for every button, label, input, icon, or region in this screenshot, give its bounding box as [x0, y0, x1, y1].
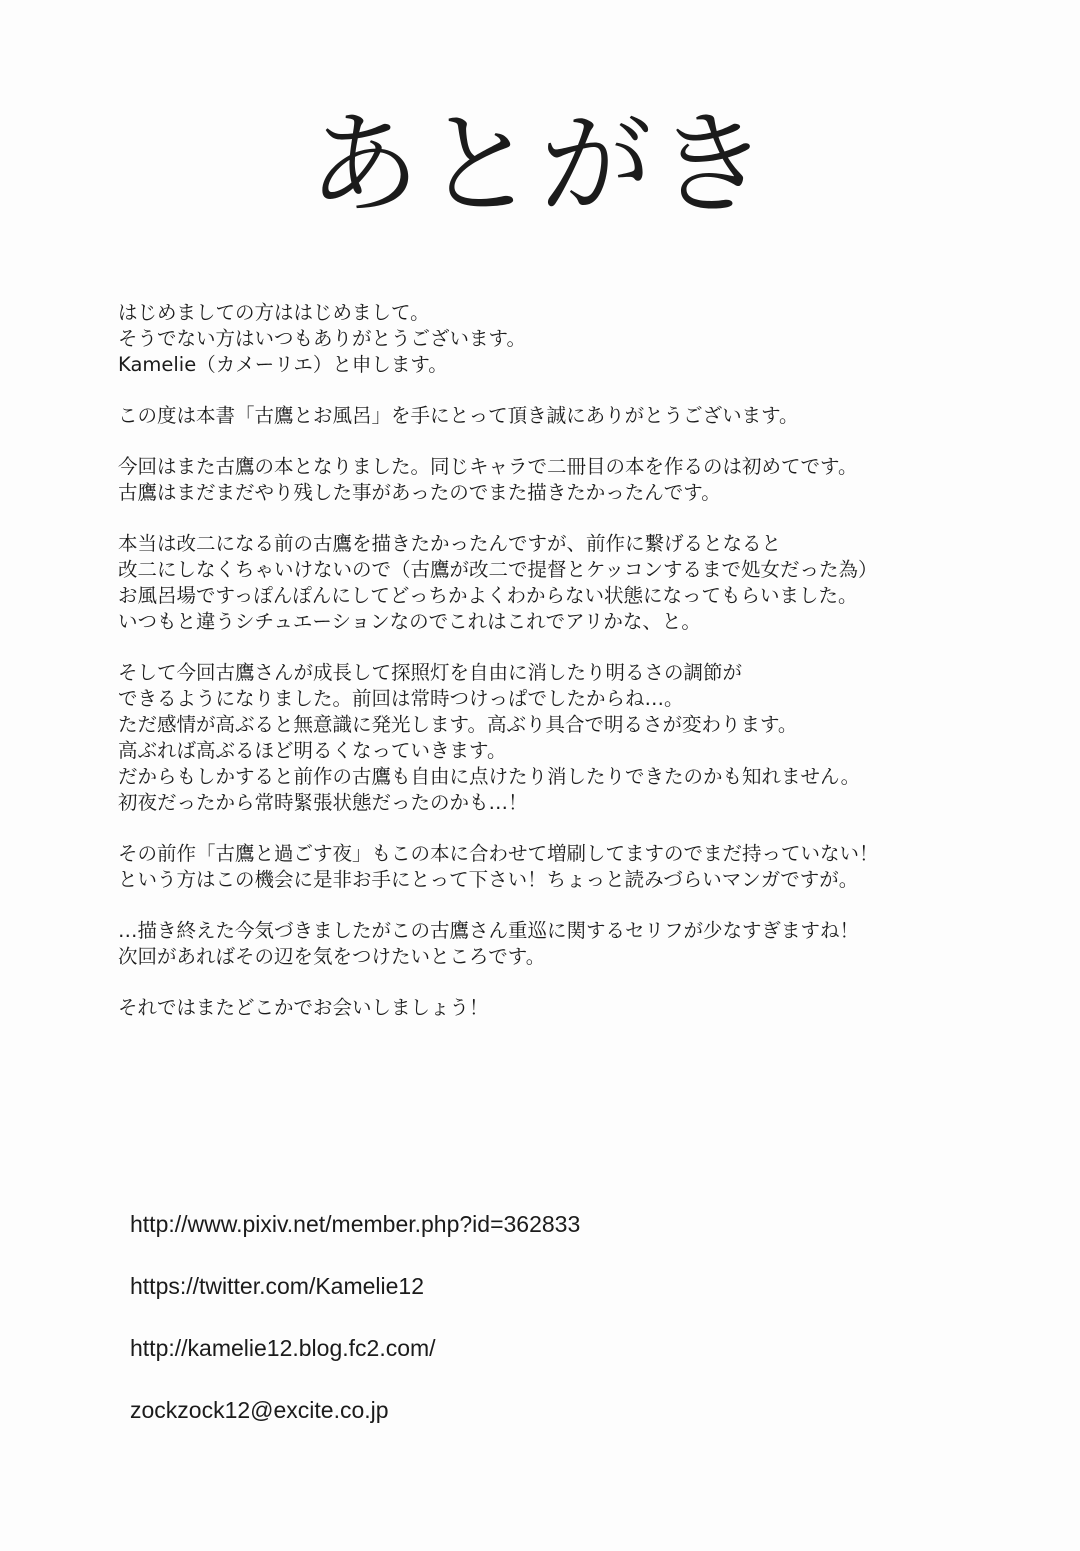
email-address[interactable]: zockzock12@excite.co.jp — [130, 1397, 389, 1423]
text-line: そうでない方はいつもありがとうございます。 — [118, 327, 526, 350]
text-line: はじめましての方ははじめまして。 — [118, 301, 430, 324]
twitter-link[interactable]: https://twitter.com/Kamelie12 — [130, 1273, 425, 1299]
text-line: できるようになりました。前回は常時つけっぱでしたからね…。 — [118, 687, 684, 710]
paragraph-kai-ni — [118, 531, 1018, 635]
text-line: …描き終えた今気づきましたがこの古鷹さん重巡に関するセリフが少なすぎますね！ — [118, 919, 860, 942]
text-line: だからもしかすると前作の古鷹も自由に点けたり消したりできたのかも知れません。 — [118, 765, 861, 788]
pixiv-link[interactable]: http://www.pixiv.net/member.php?id=362833 — [130, 1211, 581, 1237]
text-line: 初夜だったから常時緊張状態だったのかも…！ — [118, 791, 528, 814]
text-line: Kamelie（カメーリエ）と申します。 — [118, 353, 448, 376]
blog-link[interactable]: http://kamelie12.blog.fc2.com/ — [130, 1335, 436, 1361]
paragraph-greeting — [118, 300, 1018, 378]
paragraph-reprint — [118, 841, 1018, 893]
afterword-body — [118, 300, 1018, 1046]
paragraph-second-book — [118, 454, 1018, 506]
text-line: 古鷹はまだまだやり残した事があったのでまた描きたかったんです。 — [118, 481, 721, 504]
text-line: いつもと違うシチュエーションなのでこれはこれでアリかな、と。 — [118, 610, 701, 633]
text-line: ただ感情が高ぶると無意識に発光します。高ぶり具合で明るさが変わります。 — [118, 713, 798, 736]
contact-links — [130, 1206, 930, 1454]
text-line: 本当は改二になる前の古鷹を描きたかったんですが、前作に繋げるとなると — [118, 532, 782, 555]
text-line: そして今回古鷹さんが成長して探照灯を自由に消したり明るさの調節が — [118, 661, 743, 684]
text-line: その前作「古鷹と過ごす夜」もこの本に合わせて増刷してますのでまだ持っていない！ — [118, 842, 879, 865]
page-title: あとがき — [308, 100, 772, 230]
paragraph-searchlight — [118, 660, 1018, 816]
text-line: 次回があればその辺を気をつけたいところです。 — [118, 945, 546, 968]
text-line: この度は本書「古鷹とお風呂」を手にとって頂き誠にありがとうございます。 — [118, 404, 799, 427]
text-line: お風呂場ですっぽんぽんにしてどっちかよくわからない状態になってもらいました。 — [118, 584, 858, 607]
paragraph-reflection — [118, 918, 1018, 970]
text-line: 改二にしなくちゃいけないので（古鷹が改二で提督とケッコンするまで処女だった為） — [118, 558, 878, 581]
text-line: 今回はまた古鷹の本となりました。同じキャラで二冊目の本を作るのは初めてです。 — [118, 455, 858, 478]
text-line: という方はこの機会に是非お手にとって下さい！ちょっと読みづらいマンガですが。 — [118, 868, 859, 891]
text-line: 高ぶれば高ぶるほど明るくなっていきます。 — [118, 739, 507, 762]
text-line: それではまたどこかでお会いしましょう！ — [118, 996, 489, 1019]
paragraph-closing — [118, 995, 1018, 1021]
paragraph-thanks — [118, 403, 1018, 429]
